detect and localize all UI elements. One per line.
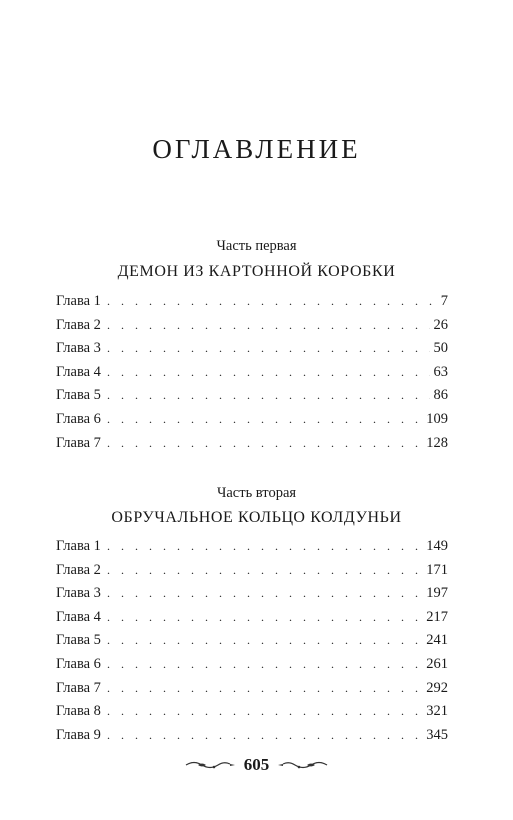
chapter-name: Глава 5 [56, 632, 101, 649]
part-2-label: Часть вторая [216, 485, 297, 501]
page-number: 605 [243, 755, 270, 774]
dot-leader [107, 388, 430, 403]
part-1-title: ДЕМОН ИЗ КАРТОННОЙ КОРОБКИ [117, 263, 396, 280]
toc-row[interactable] [56, 703, 448, 727]
toc-row[interactable] [56, 680, 448, 704]
chapter-page-number: 50 [433, 340, 448, 357]
chapter-page-number: 149 [426, 538, 448, 554]
part-2-chapter-list [56, 538, 448, 750]
chapter-name: Глава 9 [56, 726, 101, 743]
page-title: ОГЛАВЛЕНИЕ [152, 134, 361, 165]
chapter-page-number: 241 [426, 632, 448, 649]
chapter-name: Глава 1 [56, 538, 101, 554]
dot-leader [107, 412, 422, 427]
dot-leader [107, 728, 422, 743]
toc-row[interactable] [56, 293, 448, 317]
chapter-page-number: 26 [433, 316, 448, 333]
chapter-name: Глава 6 [56, 655, 101, 672]
page-footer [0, 755, 513, 775]
toc-row[interactable] [56, 340, 448, 364]
toc-row[interactable] [56, 656, 448, 680]
toc-row[interactable] [56, 562, 448, 586]
toc-row[interactable] [56, 727, 448, 751]
dot-leader [107, 633, 422, 648]
chapter-page-number: 261 [426, 655, 448, 672]
chapter-page-number: 197 [426, 585, 448, 602]
dot-leader [107, 294, 437, 309]
chapter-page-number: 171 [426, 561, 448, 578]
part-2-title: ОБРУЧАЛЬНОЕ КОЛЬЦО КОЛДУНЬИ [111, 509, 402, 526]
dot-leader [107, 681, 422, 696]
dot-leader [107, 318, 430, 333]
dot-leader [107, 436, 422, 451]
toc-row[interactable] [56, 387, 448, 411]
chapter-name: Глава 8 [56, 703, 101, 720]
dot-leader [107, 704, 422, 719]
chapter-name: Глава 3 [56, 585, 101, 602]
toc-row[interactable] [56, 632, 448, 656]
part-1-label: Часть первая [216, 238, 297, 254]
toc-row[interactable] [56, 435, 448, 459]
chapter-name: Глава 3 [56, 340, 101, 357]
chapter-name: Глава 4 [56, 363, 101, 380]
chapter-page-number: 109 [426, 410, 448, 427]
toc-row[interactable] [56, 364, 448, 388]
chapter-name: Глава 1 [56, 293, 101, 309]
left-flourish-ornament-icon [184, 756, 236, 775]
dot-leader [107, 586, 422, 601]
dot-leader [107, 610, 422, 625]
dot-leader [107, 657, 422, 672]
chapter-page-number: 217 [426, 608, 448, 625]
dot-leader [107, 563, 422, 578]
chapter-page-number: 292 [426, 679, 448, 696]
chapter-name: Глава 5 [56, 387, 101, 404]
chapter-page-number: 345 [426, 726, 448, 743]
chapter-page-number: 86 [433, 387, 448, 404]
chapter-name: Глава 6 [56, 410, 101, 427]
dot-leader [107, 365, 430, 380]
chapter-page-number: 7 [440, 293, 448, 309]
toc-row[interactable] [56, 538, 448, 562]
toc-row[interactable] [56, 609, 448, 633]
chapter-page-number: 128 [426, 434, 448, 451]
chapter-name: Глава 2 [56, 561, 101, 578]
right-flourish-ornament-icon [277, 756, 329, 775]
toc-row[interactable] [56, 411, 448, 435]
part-1-chapter-list [56, 293, 448, 458]
chapter-page-number: 321 [426, 703, 448, 720]
dot-leader [107, 539, 422, 554]
toc-row[interactable] [56, 317, 448, 341]
dot-leader [107, 341, 430, 356]
chapter-name: Глава 7 [56, 679, 101, 696]
chapter-name: Глава 4 [56, 608, 101, 625]
chapter-page-number: 63 [433, 363, 448, 380]
chapter-name: Глава 2 [56, 316, 101, 333]
chapter-name: Глава 7 [56, 434, 101, 451]
toc-row[interactable] [56, 585, 448, 609]
